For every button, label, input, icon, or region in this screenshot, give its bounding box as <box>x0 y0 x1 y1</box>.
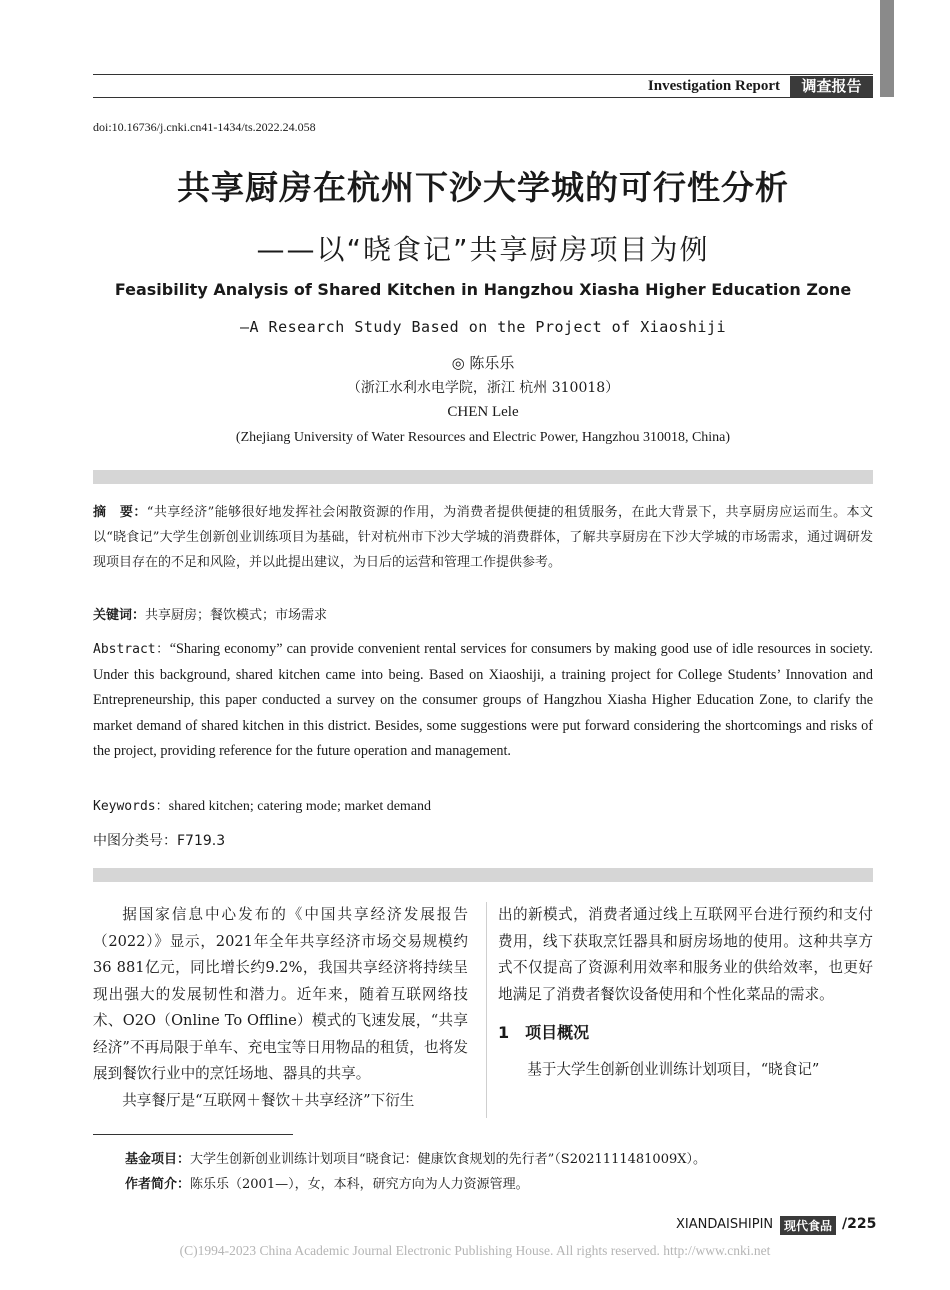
classification-number: 中图分类号：F719.3 <box>93 833 226 849</box>
author-affiliation-en: (Zhejiang University of Water Resources and Electric Power, Hangzhou 310018, China) <box>235 430 731 445</box>
doi: doi:10.16736/j.cnki.cn41-1434/ts.2022.24.058 <box>93 120 316 134</box>
body-column-right <box>498 902 873 1083</box>
abstract-cn-label: 摘 要： <box>93 505 147 520</box>
abstract-en-label: Abstract： <box>93 642 170 657</box>
keywords-cn-label: 关键词： <box>93 608 146 623</box>
article-title-en: Feasibility Analysis of Shared Kitchen in Hangzhou Xiasha Higher Education Zone <box>114 280 852 299</box>
keywords-cn <box>93 603 873 628</box>
article-title: 共享厨房在杭州下沙大学城的可行性分析 <box>177 168 789 207</box>
fund-label: 基金项目： <box>125 1152 191 1167</box>
abstract-cn <box>93 500 873 575</box>
body-paragraph: 出的新模式，消费者通过线上互联网平台进行预约和支付费用，线下获取烹饪器具和厨房场地的使用。这种共享方式不仅提高了资源利用效率和服务业的供给效率，也更好地满足了消费者餐饮设备使用和个性化菜品的需求。 <box>498 906 873 1003</box>
keywords-en <box>93 794 873 819</box>
keywords-en-label: Keywords： <box>93 799 169 814</box>
abstract-cn-text: “共享经济”能够很好地发挥社会闲散资源的作用，为消费者提供便捷的租赁服务，在此大背景下，共享厨房应运而生。本文以“晓食记”大学生创新创业训练项目为基础，针对杭州市下沙大学城的消费群体，了解共享厨房在下沙大学城的市场需求，通过调研发现项目存在的不足和风险，并以此提出建议，为日后的运营和管理工作提供参考。 <box>93 505 873 570</box>
author-affiliation-cn: （浙江水利水电学院，浙江 杭州 310018） <box>346 380 620 396</box>
author-name-cn: ◎ 陈乐乐 <box>451 354 515 372</box>
footnote-fund <box>125 1148 706 1167</box>
body-paragraph: 共享餐厅是“互联网＋餐饮＋共享经济”下衍生 <box>122 1091 415 1109</box>
footnote-rule <box>93 1134 293 1135</box>
abstract-en-text: “Sharing economy” can provide convenient rental services for consumers by making good use of idle resources in society. Under this background, shared kitchen came into being. Based on Xiaoshiji, a training project for College Students’ Innovation and Entrepreneurship, this paper conducted a survey on the consumer groups of Hangzhou Xiasha Higher Education Zone, to clarify the market demand of shared kitchen in this district. Besides, some suggestions were put forward considering the shortcomings and risks of the project, providing reference for the future operation and management. <box>93 641 873 759</box>
page-number: /225 <box>842 1216 877 1232</box>
body-paragraph: 基于大学生创新创业训练计划项目，“晓食记” <box>527 1060 820 1078</box>
keywords-cn-text: 共享厨房；餐饮模式；市场需求 <box>145 608 328 623</box>
fund-text: 大学生创新创业训练计划项目“晓食记：健康饮食规划的先行者”（S2021111481009X）。 <box>190 1152 706 1167</box>
body-column-left <box>93 902 468 1114</box>
article-subtitle-en: —A Research Study Based on the Project of Xiaoshiji <box>239 318 727 336</box>
article-subtitle: ——以“晓食记”共享厨房项目为例 <box>256 233 710 266</box>
header-rule-bottom <box>93 97 873 98</box>
author-name-en: CHEN Lele <box>447 404 519 420</box>
bio-label: 作者简介： <box>125 1177 191 1192</box>
keywords-en-text: shared kitchen; catering mode; market demand <box>168 799 432 814</box>
column-divider <box>486 902 487 1118</box>
copyright-watermark: (C)1994-2023 China Academic Journal Electronic Publishing House. All rights reserved. http://www.cnki.net <box>179 1243 771 1258</box>
section-label-cn: 调查报告 <box>790 76 873 97</box>
journal-name-cn: 现代食品 <box>780 1216 836 1235</box>
divider-bar-bottom <box>93 868 873 882</box>
body-paragraph: 据国家信息中心发布的《中国共享经济发展报告（2022）》显示，2021年全年共享经济市场交易规模约36 881亿元，同比增长约9.2%，我国共享经济将持续呈现出强大的发展韧性和潜力。近年来，随着互联网络技术、O2O（Online To Offline）模式的飞速发展，“共享经济”不再局限于单车、充电宝等日用物品的租赁，也将发展到餐饮行业中的烹饪场地、器具的共享。 <box>93 906 468 1082</box>
section-label-en: Investigation Report <box>647 78 780 94</box>
section-heading: 1 项目概况 <box>498 1023 590 1042</box>
corner-tab <box>880 0 894 97</box>
divider-bar-top <box>93 470 873 484</box>
footnote-bio <box>125 1173 529 1192</box>
bio-text: 陈乐乐（2001—），女，本科，研究方向为人力资源管理。 <box>190 1177 529 1192</box>
abstract-en <box>93 637 873 765</box>
header-rule-top <box>93 74 873 75</box>
journal-name-en: XIANDAISHIPIN <box>676 1217 774 1232</box>
